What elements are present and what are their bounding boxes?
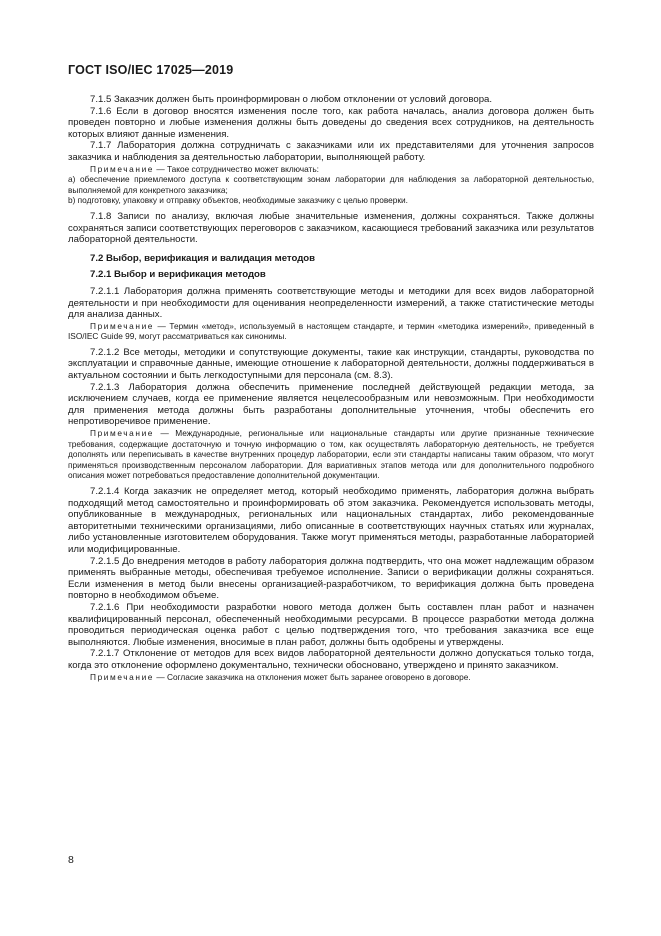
paragraph-7-2-1-1: 7.2.1.1 Лаборатория должна применять соответствующие методы и методики для всех видов лабораторной деятельности и при необходимости для оценивания неопределенности измерений, а также статистические методы для анализа данных. <box>68 285 594 321</box>
subsection-heading-7-2-1: 7.2.1 Выбор и верификация методов <box>90 269 266 281</box>
note-7-1-7-item-b: b) подготовку, упаковку и отправку объектов, необходимые заказчику с целью проверки. <box>68 195 408 206</box>
note-label: Примечание <box>90 428 155 439</box>
section-heading-7-2: 7.2 Выбор, верификация и валидация методов <box>90 252 316 264</box>
note-7-2-1-7 <box>68 672 594 683</box>
paragraph-7-1-7: 7.1.7 Лаборатория должна сотрудничать с заказчиками или их представителями для уточнения запросов заказчика и наблюдения за деятельностью лаборатории, выполняющей работу. <box>68 140 594 163</box>
note-text: — Такое сотрудничество может включать: <box>156 163 319 174</box>
note-label: Примечание <box>90 163 155 174</box>
paragraph-7-2-1-6: 7.2.1.6 При необходимости разработки нового метода должен быть составлен план работ и назначен квалифицированный персонал, обеспеченный необходимыми ресурсами. В процессе разработки метода должна проводиться периодическая оценка работ с целью подтверждения того, что требования заказчика все еще выполняются. Любые изменения, вносимые в план работ, должны быть одобрены и утверждены. <box>68 601 594 648</box>
note-7-1-7 <box>68 164 594 175</box>
paragraph-7-2-1-2: 7.2.1.2 Все методы, методики и сопутствующие документы, такие как инструкции, стандарты, руководства по эксплуатации и справочные данные, имеющие отношение к лабораторной деятельности, должны поддерживаться в актуальном состоянии и быть легкодоступными для персонала (см. 8.3). <box>68 346 594 382</box>
note-7-2-1-1 <box>68 321 594 342</box>
note-label: Примечание <box>90 320 155 331</box>
paragraph-7-1-8: 7.1.8 Записи по анализу, включая любые значительные изменения, должны сохраняться. Также должны сохраняться записи соответствующих переговоров с заказчиком, касающиеся требований заказчика или результатов лабораторной деятельности. <box>68 210 594 246</box>
paragraph-7-2-1-3: 7.2.1.3 Лаборатория должна обеспечить применение последней действующей редакции метода, за исключением случаев, когда ее применение является нецелесообразным или невозможным. При необходимости для применения метода должны быть разработаны дополнительные уточнения, чтобы обеспечить его непротиворечивое применение. <box>68 381 594 428</box>
note-7-2-1-3 <box>68 428 594 481</box>
paragraph-7-1-6: 7.1.6 Если в договор вносятся изменения после того, как работа началась, анализ договора должен быть проведен повторно и любые изменения должны быть доведены до сведения всех сотрудников, на деятельность которых влияют данные изменения. <box>68 105 594 140</box>
note-text: — Термин «метод», используемый в настоящем стандарте, и термин «методика измерений», приведенный в ISO/IEC Guide 99, могут рассматриваться как синонимы. <box>68 320 595 342</box>
document-body <box>68 94 594 682</box>
page-number: 8 <box>68 854 74 866</box>
note-7-1-7-item-a: a) обеспечение приемлемого доступа к соответствующим зонам лаборатории для наблюдения за лабораторной деятельностью, выполняемой для конкретного заказчика; <box>68 174 594 195</box>
paragraph-7-1-5: 7.1.5 Заказчик должен быть проинформирован о любом отклонении от условий договора. <box>90 94 493 105</box>
note-text: — Международные, региональные или национальные стандарты или другие признанные технические требования, содержащие достаточную и точную информацию о том, как осуществлять лабораторную деятельность, не требуется дополнять или переписывать в качестве внутренних процедур лаборатории, если эти стандарты написаны таким образом, что могут применяться производственным персоналом лаборатории. Для вариативных этапов метода или для дополнительного подробного описания может потребоваться предоставление дополнительной документации. <box>68 428 594 481</box>
paragraph-7-2-1-7: 7.2.1.7 Отклонение от методов для всех видов лабораторной деятельности должно допускаться только тогда, когда это отклонение оформлено документально, технически обосновано, утверждено и принято заказчиком. <box>68 648 594 671</box>
note-label: Примечание <box>90 671 155 682</box>
paragraph-7-2-1-5: 7.2.1.5 До внедрения методов в работу лаборатория должна подтвердить, что она может надлежащим образом применять выбранные методы, обеспечивая требуемое исполнение. Записи о верификации должны сохраняться. Если изменения в метод были внесены организацией-разработчиком, то верификация должна быть проведена повторно в необходимом объеме. <box>68 555 594 602</box>
note-text: — Согласие заказчика на отклонения может быть заранее оговорено в договоре. <box>156 671 471 682</box>
paragraph-7-2-1-4: 7.2.1.4 Когда заказчик не определяет метод, который необходимо применять, лаборатория должна выбрать подходящий метод самостоятельно и проинформировать об этом заказчика. Рекомендуется использовать методы, опубликованные в международных, региональных или национальных стандартах, либо рекомендованные авторитетными техническими организациями, либо описанные в соответствующих научных статьях или журналах, либо установленные изготовителем оборудования. Также могут применяться методы, разработанные лабораторией или модифицированные. <box>68 486 594 555</box>
document-header: ГОСТ ISO/IEC 17025—2019 <box>68 63 234 77</box>
